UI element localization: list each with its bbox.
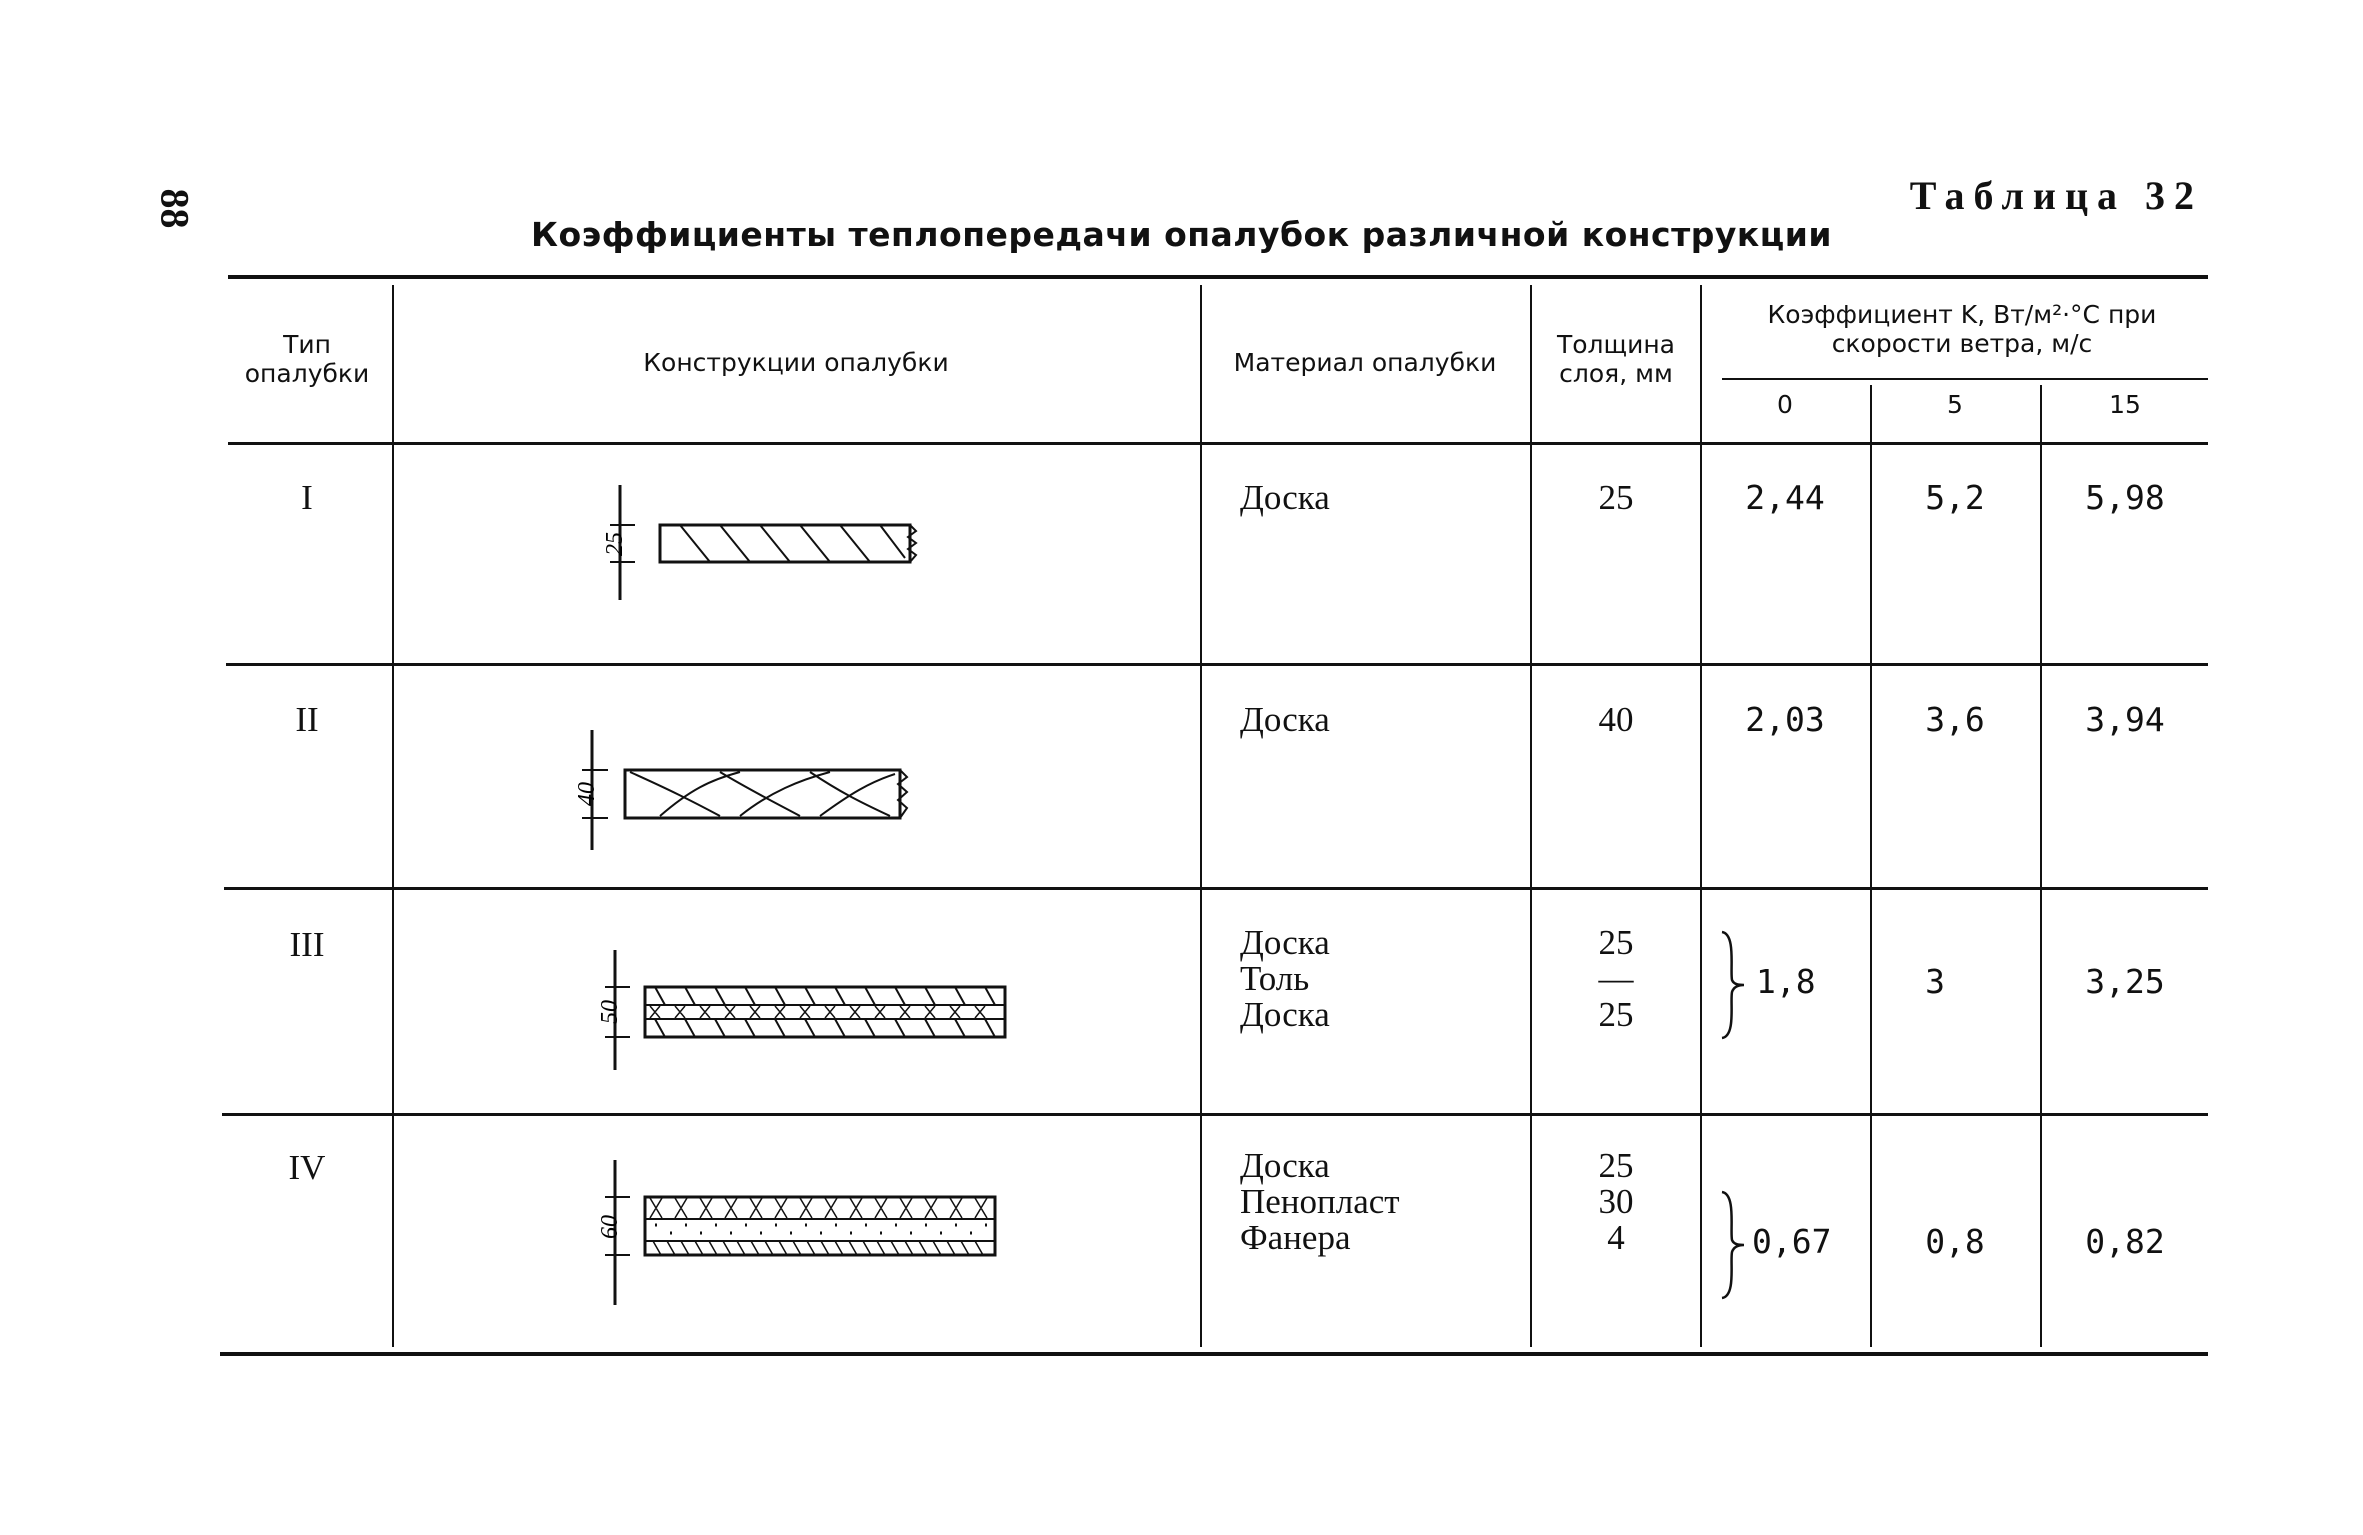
header-coefficient: Коэффициент K, Вт/м²·°С при скорости ветра, м/с	[1767, 300, 2157, 358]
row-type: II	[295, 700, 319, 739]
header-wind-5: 5	[1947, 390, 1963, 419]
top-rule	[228, 275, 2208, 279]
thickness: 25	[1598, 1146, 1634, 1185]
row-rule-3	[222, 1113, 2208, 1116]
page-number: 88	[152, 188, 198, 229]
col-rule-6	[2040, 385, 2042, 1347]
col-rule-2	[1200, 285, 1202, 1347]
formwork-diagram	[570, 720, 970, 860]
row-rule-2	[224, 887, 2208, 890]
header-material: Материал опалубки	[1233, 348, 1497, 377]
k-wind-15: 5,98	[2085, 478, 2165, 517]
table-label: Таблица 32	[1909, 173, 2203, 218]
thicknesses	[1540, 1148, 1692, 1256]
col-rule-5	[1870, 385, 1872, 1347]
k-wind-0: 0,67	[1752, 1222, 1832, 1261]
thickness: 25	[1598, 923, 1634, 962]
coef-sub-rule	[1722, 378, 2208, 380]
row-type: III	[289, 925, 325, 964]
table-title: Коэффициенты теплопередачи опалубок различной конструкции	[531, 215, 1832, 254]
thickness: 30	[1598, 1182, 1634, 1221]
col-rule-1	[392, 285, 394, 1347]
material: Доска	[1240, 478, 1330, 517]
formwork-diagram	[600, 480, 1000, 610]
dim-label: 25	[602, 532, 628, 556]
k-wind-5: 5,2	[1925, 478, 1985, 517]
thicknesses	[1540, 925, 1692, 1033]
dim-label: 40	[574, 782, 600, 806]
row-rule-1	[226, 663, 2208, 666]
k-wind-5: 3	[1925, 962, 1945, 1001]
k-wind-0: 1,8	[1756, 962, 1816, 1001]
header-wind-0: 0	[1777, 390, 1793, 419]
formwork-diagram	[595, 1155, 1015, 1315]
materials	[1240, 1148, 1400, 1256]
thickness: 40	[1598, 700, 1634, 739]
k-wind-15: 0,82	[2085, 1222, 2165, 1261]
thickness: 25	[1598, 995, 1634, 1034]
header-type: Тип опалубки	[244, 330, 370, 388]
k-wind-15: 3,25	[2085, 962, 2165, 1001]
k-wind-15: 3,94	[2085, 700, 2165, 739]
thickness: 25	[1598, 478, 1634, 517]
row-type: IV	[288, 1148, 326, 1187]
material: Толь	[1240, 959, 1310, 998]
k-wind-5: 3,6	[1925, 700, 1985, 739]
header-construction: Конструкции опалубки	[643, 348, 949, 377]
k-wind-5: 0,8	[1925, 1222, 1985, 1261]
grouping-brace	[1718, 1190, 1748, 1300]
k-wind-0: 2,44	[1745, 478, 1825, 517]
col-rule-3	[1530, 285, 1532, 1347]
formwork-diagram	[595, 945, 1015, 1085]
material: Доска	[1240, 995, 1330, 1034]
material: Пенопласт	[1240, 1182, 1400, 1221]
k-wind-0: 2,03	[1745, 700, 1825, 739]
header-thickness: Толщина слоя, мм	[1556, 330, 1675, 388]
row-type: I	[301, 478, 313, 517]
material: Фанера	[1240, 1218, 1351, 1257]
material: Доска	[1240, 700, 1330, 739]
dim-label: 60	[597, 1215, 623, 1239]
grouping-brace	[1718, 930, 1748, 1040]
material: Доска	[1240, 923, 1330, 962]
header-wind-15: 15	[2109, 390, 2141, 419]
col-rule-4	[1700, 285, 1702, 1347]
bottom-rule	[220, 1352, 2208, 1356]
dim-label: 50	[597, 1000, 623, 1024]
material: Доска	[1240, 1146, 1330, 1185]
header-rule	[228, 442, 2208, 445]
thickness: —	[1598, 959, 1634, 998]
thickness: 4	[1607, 1218, 1625, 1257]
materials	[1240, 925, 1330, 1033]
